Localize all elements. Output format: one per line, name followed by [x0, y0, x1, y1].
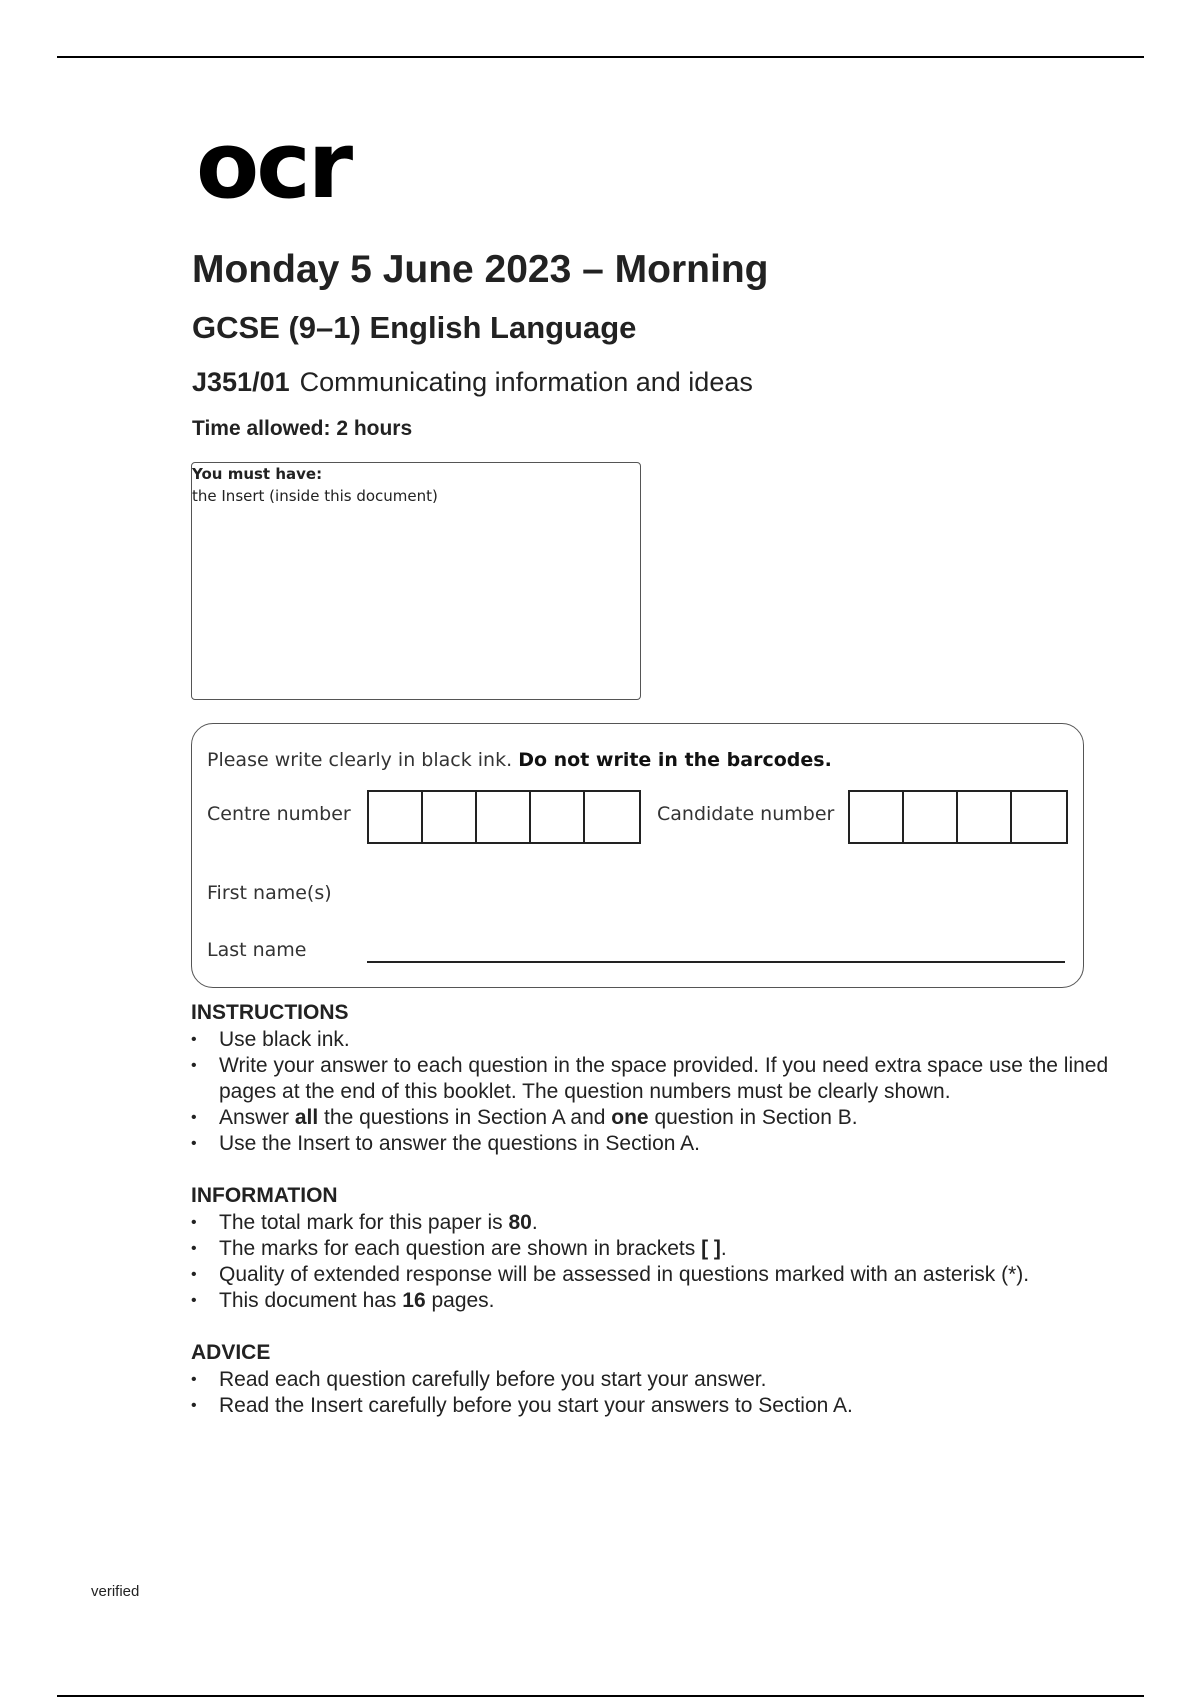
candidate-details-box: [191, 723, 1084, 988]
advice-section: [191, 1340, 1119, 1419]
instructions-heading: INSTRUCTIONS: [191, 1001, 349, 1024]
write-clearly-text: Please write clearly in black ink.: [207, 749, 513, 771]
information-item: • The marks for each question are shown in brackets [ ].: [191, 1236, 1119, 1262]
instructions-section: [191, 1000, 1119, 1157]
bottom-rule: [57, 1695, 1144, 1697]
candidate-number-field[interactable]: [848, 790, 1068, 844]
candidate-digit-cell[interactable]: [958, 792, 1012, 842]
centre-digit-cell[interactable]: [585, 792, 639, 842]
must-have-box: [191, 462, 641, 700]
must-have-title: You must have:: [192, 465, 323, 483]
top-rule: [57, 56, 1144, 58]
centre-number-label: Centre number: [207, 803, 351, 825]
centre-digit-cell[interactable]: [531, 792, 585, 842]
information-item: • Quality of extended response will be assessed in questions marked with an asterisk (*).: [191, 1262, 1119, 1288]
paper-name: Communicating information and ideas: [299, 367, 753, 397]
instruction-item: • Write your answer to each question in the space provided. If you need extra space use the lined pages at the end of this booklet. The question numbers must be clearly shown.: [191, 1053, 1119, 1105]
first-name-label: First name(s): [207, 882, 332, 904]
instruction-item: • Use black ink.: [191, 1027, 1119, 1053]
advice-item: • Read each question carefully before you start your answer.: [191, 1367, 1119, 1393]
last-name-label: Last name: [207, 939, 307, 961]
write-clearly-note: [207, 749, 832, 771]
advice-item: • Read the Insert carefully before you start your answers to Section A.: [191, 1393, 1119, 1419]
information-item: • The total mark for this paper is 80.: [191, 1210, 1119, 1236]
information-section: [191, 1183, 1119, 1314]
must-have-item: the Insert (inside this document): [192, 487, 438, 505]
information-item: • This document has 16 pages.: [191, 1288, 1119, 1314]
candidate-number-label: Candidate number: [657, 803, 835, 825]
time-allowed: Time allowed: 2 hours: [192, 417, 413, 440]
barcode-warning: Do not write in the barcodes.: [518, 749, 832, 771]
exam-date: Monday 5 June 2023 – Morning: [192, 248, 769, 291]
centre-digit-cell[interactable]: [423, 792, 477, 842]
advice-heading: ADVICE: [191, 1341, 271, 1364]
verified-label: verified: [91, 1583, 140, 1600]
candidate-digit-cell[interactable]: [850, 792, 904, 842]
paper-title: [192, 367, 753, 398]
candidate-digit-cell[interactable]: [1012, 792, 1066, 842]
centre-digit-cell[interactable]: [477, 792, 531, 842]
instruction-item: • Use the Insert to answer the questions in Section A.: [191, 1131, 1119, 1157]
paper-code: J351/01: [192, 367, 290, 397]
centre-number-field[interactable]: [367, 790, 641, 844]
last-name-field[interactable]: [367, 961, 1065, 963]
ocr-logo: ocr: [196, 112, 351, 219]
instruction-item: • Answer all the questions in Section A and one question in Section B.: [191, 1105, 1119, 1131]
exam-subject: GCSE (9–1) English Language: [192, 310, 637, 345]
information-heading: INFORMATION: [191, 1184, 338, 1207]
candidate-digit-cell[interactable]: [904, 792, 958, 842]
centre-digit-cell[interactable]: [369, 792, 423, 842]
